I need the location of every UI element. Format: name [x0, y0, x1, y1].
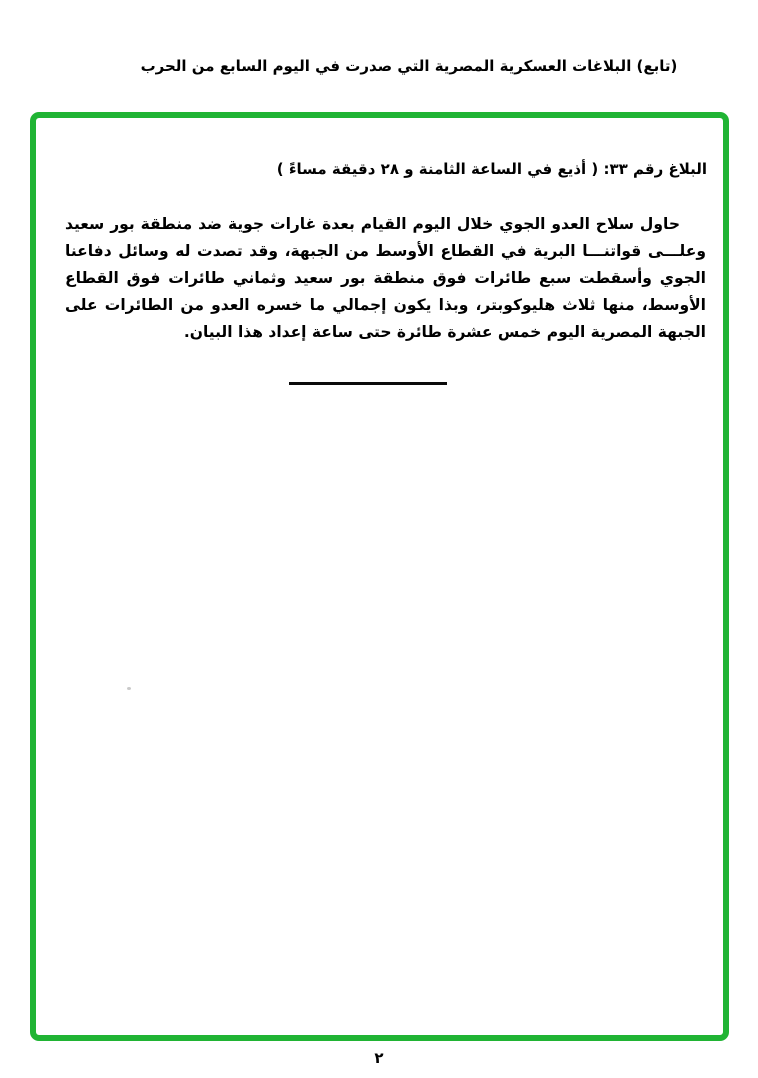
section-divider-rule: [289, 382, 447, 385]
document-title: (تابع) البلاغات العسكرية المصرية التي صدرت في اليوم السابع من الحرب: [140, 57, 678, 75]
scan-artifact-speck: [127, 687, 131, 690]
green-border-frame: [30, 112, 729, 1041]
page-number: ٢: [374, 1049, 384, 1067]
bulletin-body-paragraph: حاول سلاح العدو الجوي خلال اليوم القيام بعدة غارات جوية ضد منطقة بور سعيد وعلـــى قواتنـــا البرية في القطاع الأوسط من الجبهة، وقد تصدت له وسائل دفاعنا الجوي وأسقطت سبع طائرات فوق منطقة بور سعيد وثماني طائرات فوق القطاع الأوسط، منها ثلاث هليوكوبتر، وبذا يكون إجمالي ما خسره العدو من الطائرات على الجبهة المصرية اليوم خمس عشرة طائرة حتى ساعة إعداد هذا البيان.: [65, 215, 706, 341]
bulletin-header: البلاغ رقم ٣٣: ( أذيع في الساعة الثامنة و ٢٨ دقيقة مساءً ): [276, 160, 707, 178]
